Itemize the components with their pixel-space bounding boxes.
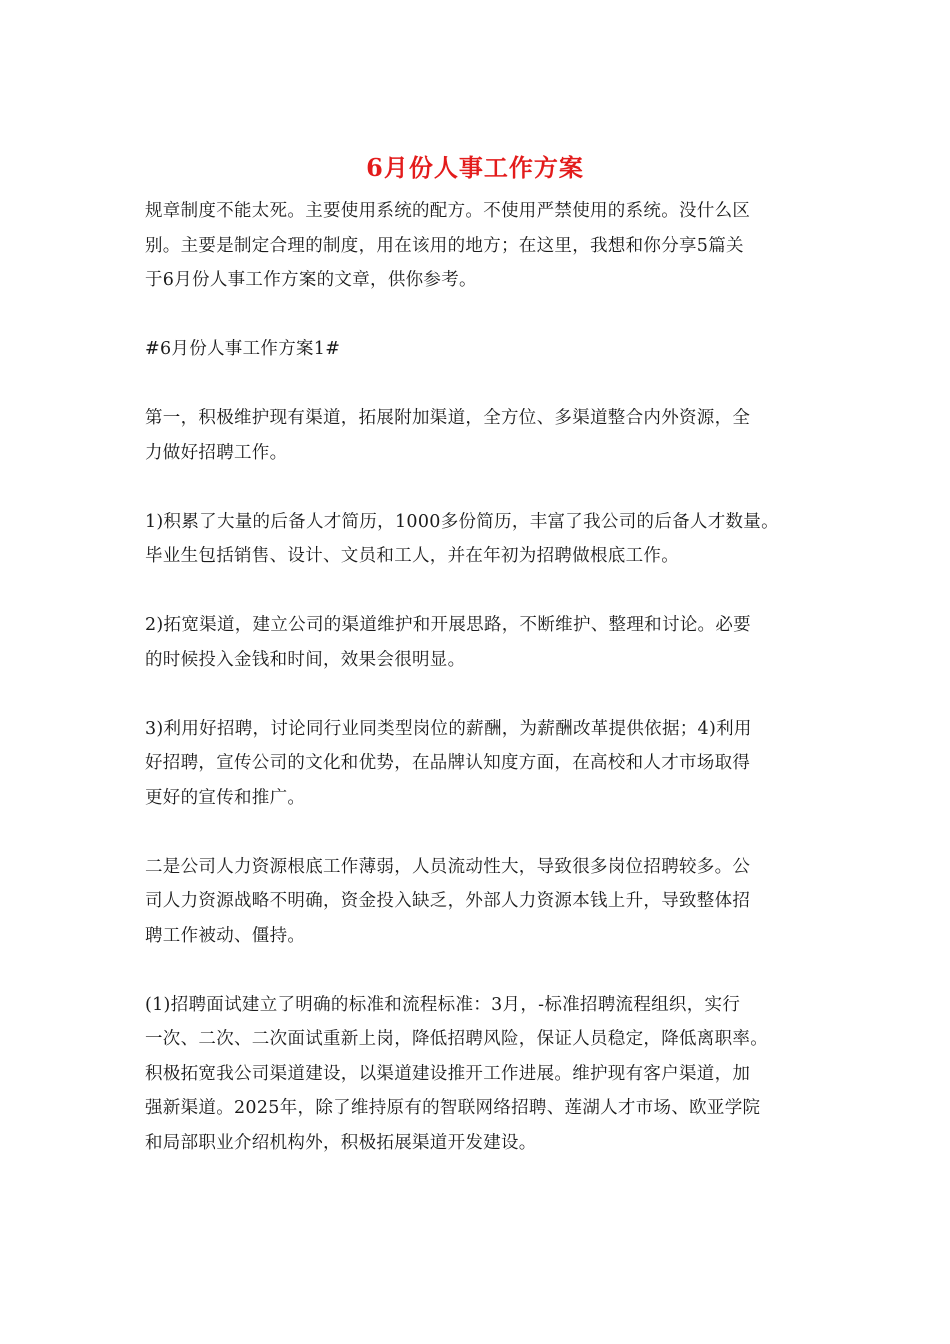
paragraph-item-3-4 (145, 712, 815, 816)
text-line: 1)积累了大量的后备人才简历，1000多份简历，丰富了我公司的后备人才数量。 (145, 511, 779, 532)
section-heading (145, 332, 815, 367)
text-line: 3)利用好招聘，讨论同行业同类型岗位的薪酬，为薪酬改革提供依据；4)利用 (145, 718, 752, 739)
document-body (145, 194, 815, 1195)
text-line: 聘工作被动、僵持。 (145, 925, 306, 946)
text-line: 二是公司人力资源根底工作薄弱，人员流动性大，导致很多岗位招聘较多。公 (145, 856, 751, 877)
text-line: 更好的宣传和推广。 (145, 787, 306, 808)
paragraph-item-1 (145, 505, 815, 574)
text-line: 别。主要是制定合理的制度，用在该用的地方；在这里，我想和你分享5篇关 (145, 235, 744, 256)
paragraph-intro (145, 194, 815, 298)
paragraph-item-2 (145, 608, 815, 677)
text-line: 力做好招聘工作。 (145, 442, 288, 463)
text-line: 一次、二次、二次面试重新上岗，降低招聘风险，保证人员稳定，降低离职率。 (145, 1029, 768, 1049)
text-line: 和局部职业介绍机构外，积极拓展渠道开发建设。 (145, 1132, 537, 1153)
paragraph-subitem-1 (145, 988, 815, 1161)
text-line: 第一，积极维护现有渠道，拓展附加渠道，全方位、多渠道整合内外资源，全 (145, 408, 751, 428)
text-line: 2)拓宽渠道，建立公司的渠道维护和开展思路，不断维护、整理和讨论。必要 (145, 615, 751, 635)
text-line: 司人力资源战略不明确，资金投入缺乏，外部人力资源本钱上升，导致整体招 (145, 891, 751, 911)
text-line: 积极拓宽我公司渠道建设，以渠道建设推开工作进展。维护现有客户渠道，加 (145, 1063, 751, 1084)
text-line: 强新渠道。2025年，除了维持原有的智联网络招聘、莲湖人才市场、欧亚学院 (145, 1098, 761, 1118)
text-line: 规章制度不能太死。主要使用系统的配方。不使用严禁使用的系统。没什么区 (145, 201, 751, 221)
text-line: #6月份人事工作方案1# (145, 339, 341, 359)
document-title: 6月份人事工作方案 (366, 153, 584, 182)
text-line: 毕业生包括销售、设计、文员和工人，并在年初为招聘做根底工作。 (145, 546, 679, 566)
paragraph-first-point (145, 401, 815, 470)
text-line: (1)招聘面试建立了明确的标准和流程标准：3月，-标准招聘流程组织，实行 (145, 994, 741, 1015)
paragraph-second-point (145, 850, 815, 954)
text-line: 于6月份人事工作方案的文章，供你参考。 (145, 270, 477, 290)
text-line: 好招聘，宣传公司的文化和优势，在品牌认知度方面，在高校和人才市场取得 (145, 753, 751, 773)
text-line: 的时候投入金钱和时间，效果会很明显。 (145, 649, 466, 670)
